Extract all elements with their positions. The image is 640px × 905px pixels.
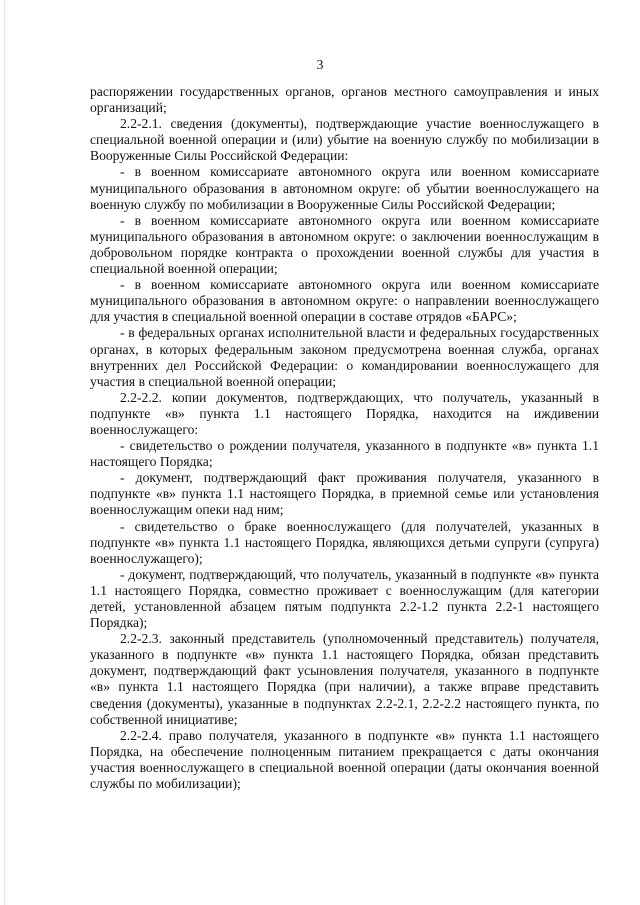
paragraph-13: 2.2-2.4. право получателя, указанного в подпункте «в» пункта 1.1 настоящего Порядка, на обеспечение полноценным питанием прекращается с даты окончания участия военнослужащего в специальной военной операции (даты окончания военной службы по мобилизации); [90, 727, 599, 792]
paragraph-12: 2.2-2.3. законный представитель (уполномоченный представитель) получателя, указанного в подпункте «в» пункта 1.1 настоящего Порядка, обязан представить документ, подтверждающий факт усыновления получателя, указанного в подпункте «в» пункта 1.1 настоящего Порядка (при наличии), а также вправе представить сведения (документы), указанные в подпунктах 2.2-2.1, 2.2-2.2 настоящего пункта, по собственной инициативе; [90, 631, 599, 727]
paragraph-10: - свидетельство о браке военнослужащего (для получателей, указанных в подпункте «в» пункта 1.1 настоящего Порядка, являющихся детьми супруги (супруга) военнослужащего); [90, 518, 599, 566]
page-number: 3 [316, 57, 324, 72]
page-edge-line [4, 0, 5, 905]
paragraph-9: - документ, подтверждающий факт проживания получателя, указанного в подпункте «в» пункта 1.1 настоящего Порядка, в приемной семье или установления военнослужащим опеки над ним; [90, 470, 599, 518]
document-body [90, 84, 599, 792]
paragraph-4: - в военном комиссариате автономного округа или военном комиссариате муниципального образования в автономном округе: о заключении военнослужащим в добровольном порядке контракта о прохождении военной службы для участия в специальной военной операции; [90, 212, 599, 277]
paragraph-6: - в федеральных органах исполнительной власти и федеральных государственных органах, в которых федеральным законом предусмотрена военная служба, органах внутренних дел Российской Федерации: о командировании военнослужащего для участия в специальной военной операции; [90, 325, 599, 389]
paragraph-11: - документ, подтверждающий, что получатель, указанный в подпункте «в» пункта 1.1 настоящего Порядка, совместно проживает с военнослужащим (для категории детей, установленной абзацем пятым подпункта 2.2-1.2 пункта 2.2-1 настоящего Порядка); [90, 566, 599, 631]
paragraph-5: - в военном комиссариате автономного округа или военном комиссариате муниципального образования в автономном округе: о направлении военнослужащего для участия в специальной военной операции в составе отрядов «БАРС»; [90, 277, 599, 325]
paragraph-1: распоряжении государственных органов, органов местного самоуправления и иных организаций; [90, 84, 599, 116]
paragraph-8: - свидетельство о рождении получателя, указанного в подпункте «в» пункта 1.1 настоящего Порядка; [90, 438, 599, 470]
paragraph-3: - в военном комиссариате автономного округа или военном комиссариате муниципального образования в автономном округе: об убытии военнослужащего на военную службу по мобилизации в Вооруженные Силы Российской Федерации; [90, 164, 599, 212]
paragraph-2: 2.2-2.1. сведения (документы), подтверждающие участие военнослужащего в специальной военной операции и (или) убытие на военную службу по мобилизации в Вооруженные Силы Российской Федерации: [90, 116, 599, 164]
paragraph-7: 2.2-2.2. копии документов, подтверждающих, что получатель, указанный в подпункте «в» пункта 1.1 настоящего Порядка, находится на иждивении военнослужащего: [90, 389, 599, 437]
